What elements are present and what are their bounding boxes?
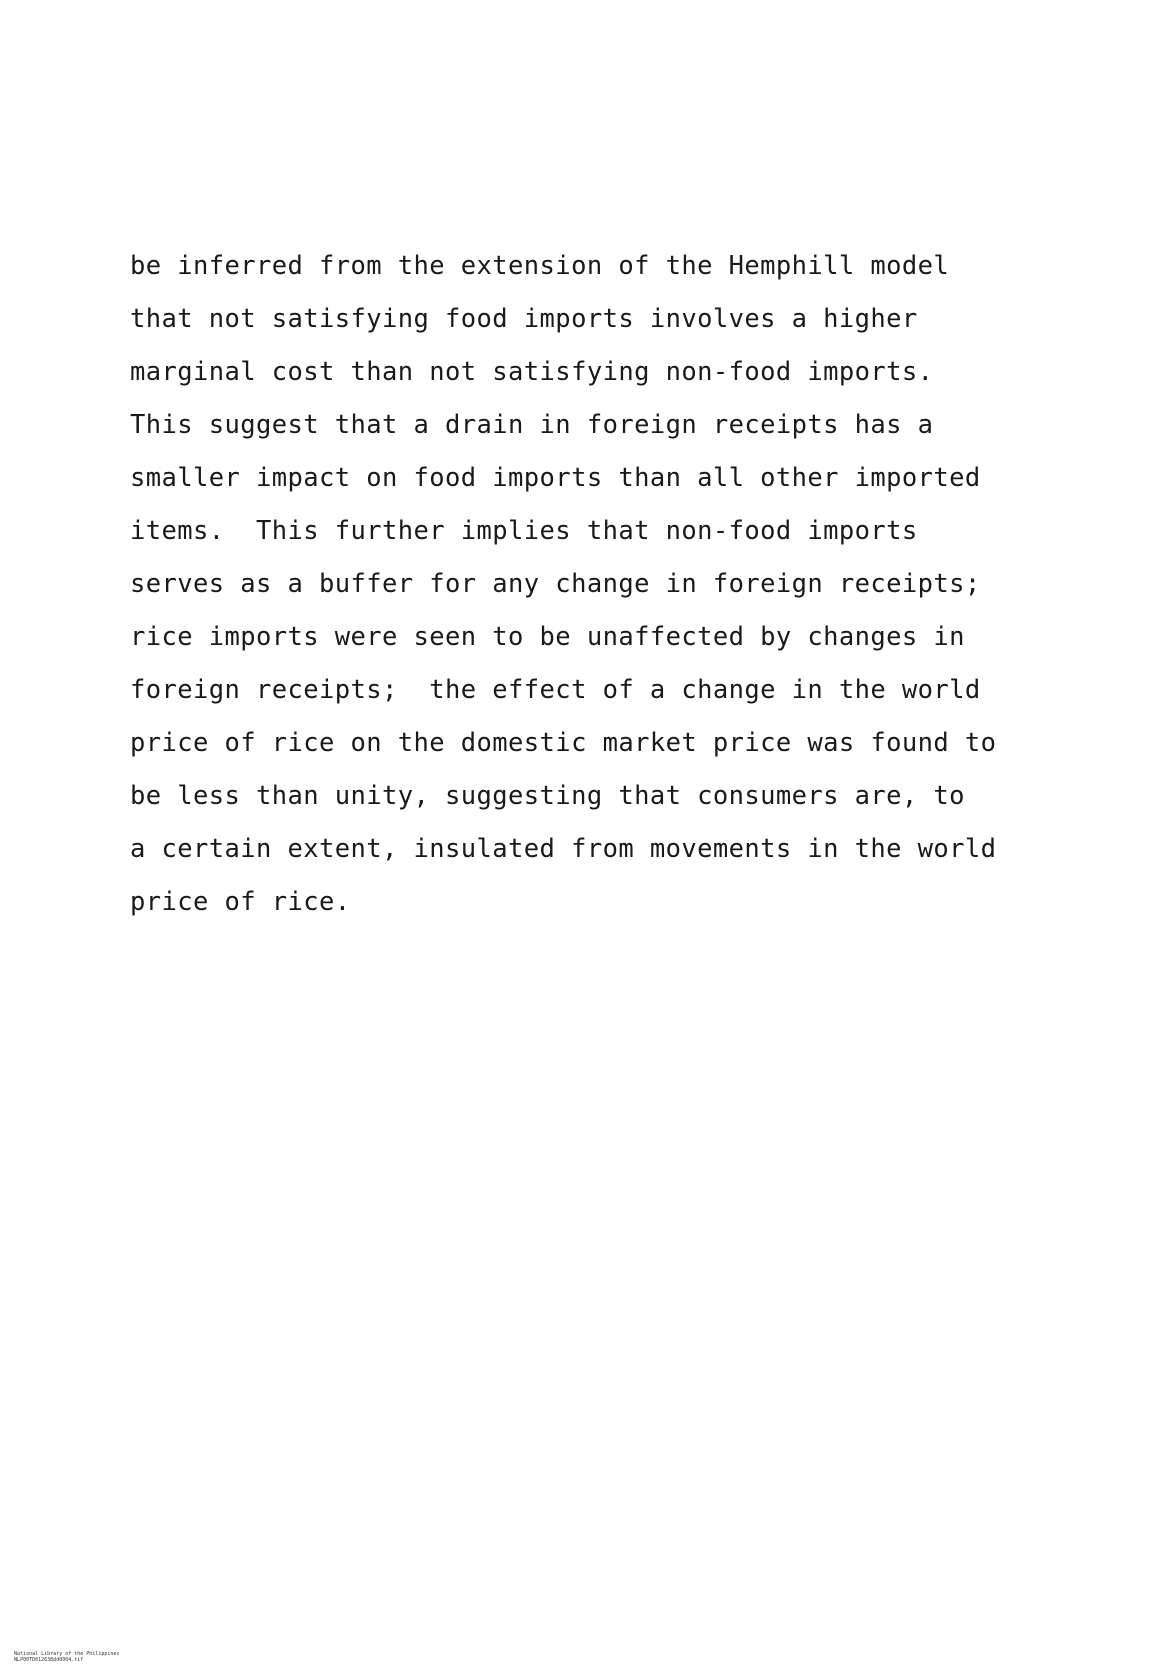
text-line: that not satisfying food imports involves a higher [130,304,918,334]
text-line: a certain extent, insulated from movements in the world [130,834,997,864]
text-line: smaller impact on food imports than all other imported [130,463,981,493]
body-paragraph [130,252,1030,941]
scan-footer [2,1645,137,1669]
text-line: be less than unity, suggesting that consumers are, to [130,781,965,811]
text-line: This suggest that a drain in foreign receipts has a [130,410,934,440]
text-line: price of rice on the domestic market price was found to [130,728,997,758]
text-line: foreign receipts; the effect of a change in the world [130,675,981,705]
footer-file-id: NLP00TD012638dd0004.tif [14,1657,84,1663]
footer-library: National Library of the Philippines [14,1651,120,1657]
text-line: price of rice. [130,887,351,917]
text-line: serves as a buffer for any change in foreign receipts; [130,569,981,599]
text-line: be inferred from the extension of the Hemphill model [130,251,950,281]
text-line: items. This further implies that non-food imports [130,516,918,546]
text-line: marginal cost than not satisfying non-food imports. [130,357,934,387]
text-line: rice imports were seen to be unaffected by changes in [130,622,965,652]
